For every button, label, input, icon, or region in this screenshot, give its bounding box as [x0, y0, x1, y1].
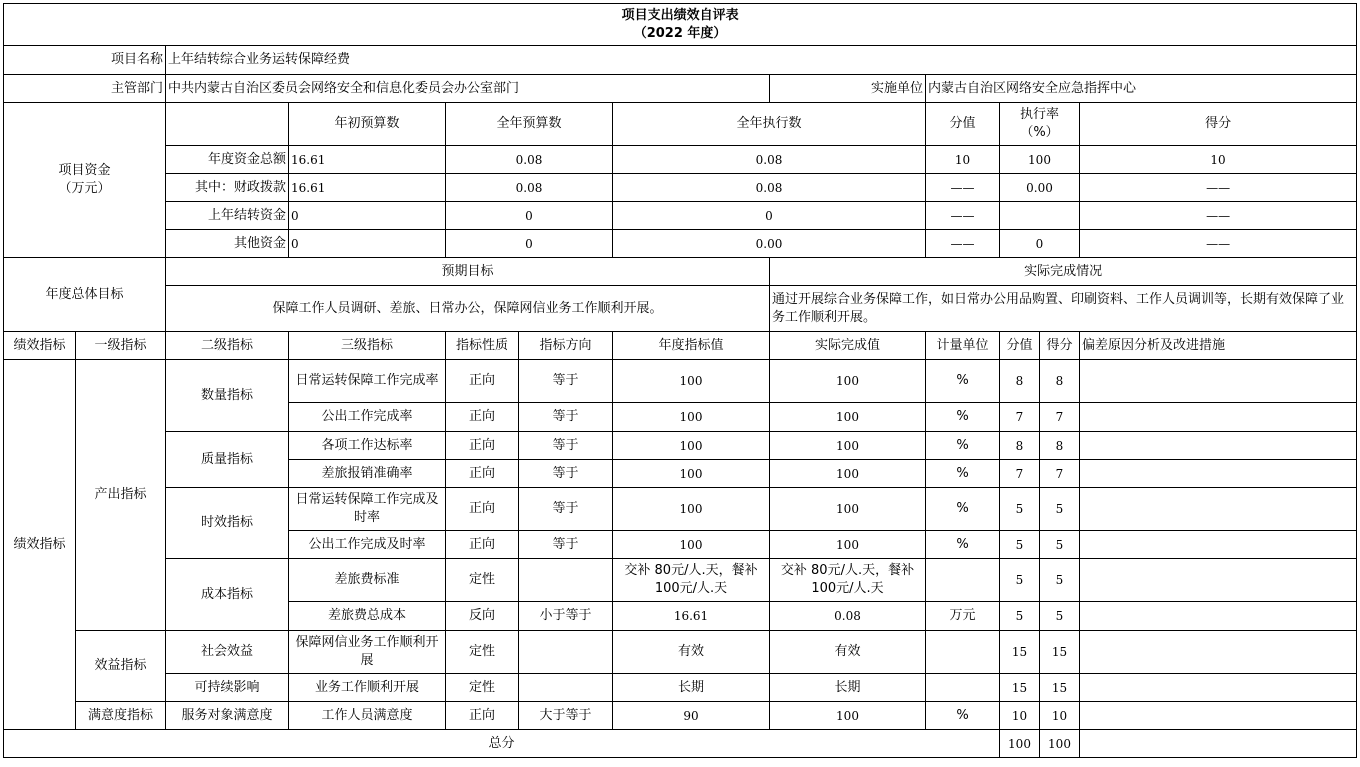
- indicator-name: 业务工作顺利开展: [289, 674, 446, 702]
- indicator-target: 90: [613, 702, 770, 730]
- indicator-note: [1080, 602, 1357, 631]
- indicator-value: 15: [1000, 631, 1040, 674]
- dept-label: 主管部门: [4, 75, 166, 103]
- funds-row-annual: 0: [446, 202, 613, 230]
- indicator-unit: [926, 674, 1000, 702]
- funds-row-score: ——: [1080, 230, 1357, 258]
- indicator-name: 各项工作达标率: [289, 432, 446, 460]
- exec-rate-line2: （%）: [1020, 125, 1059, 140]
- level2-quantity: 数量指标: [166, 360, 289, 432]
- indicator-nature: 正向: [446, 460, 519, 488]
- indicator-note: [1080, 559, 1357, 602]
- indicator-name: 日常运转保障工作完成率: [289, 360, 446, 403]
- indicator-score: 5: [1040, 531, 1080, 559]
- funds-row-initial: 0: [289, 202, 446, 230]
- indicator-unit: %: [926, 360, 1000, 403]
- indicator-note: [1080, 702, 1357, 730]
- indicator-nature: 反向: [446, 602, 519, 631]
- indicator-actual: 100: [770, 702, 926, 730]
- indicator-score: 15: [1040, 631, 1080, 674]
- indicator-unit: %: [926, 531, 1000, 559]
- dept-value: 中共内蒙古自治区委员会网络安全和信息化委员会办公室部门: [166, 75, 770, 103]
- level2-quality: 质量指标: [166, 432, 289, 488]
- level1-output: 产出指标: [76, 360, 166, 631]
- funds-row-executed: 0: [613, 202, 926, 230]
- indicator-unit: %: [926, 702, 1000, 730]
- funds-row-executed: 0.08: [613, 174, 926, 202]
- indicator-value: 5: [1000, 559, 1040, 602]
- indicator-target: 16.61: [613, 602, 770, 631]
- ind-header-level1: 一级指标: [76, 332, 166, 360]
- indicator-score: 8: [1040, 360, 1080, 403]
- indicator-nature: 正向: [446, 403, 519, 432]
- indicator-target: 100: [613, 488, 770, 531]
- indicator-target: 100: [613, 460, 770, 488]
- indicator-note: [1080, 432, 1357, 460]
- indicator-direction: 等于: [519, 488, 613, 531]
- ind-header-score: 得分: [1040, 332, 1080, 360]
- table-title: [4, 4, 1357, 46]
- indicator-unit: [926, 559, 1000, 602]
- indicator-actual: 100: [770, 460, 926, 488]
- indicator-score: 5: [1040, 602, 1080, 631]
- indicator-unit: %: [926, 403, 1000, 432]
- level2-timeliness: 时效指标: [166, 488, 289, 559]
- funds-header-exec-rate: [1000, 103, 1080, 146]
- indicator-score: 8: [1040, 432, 1080, 460]
- indicator-actual: 100: [770, 488, 926, 531]
- funds-row-annual: 0: [446, 230, 613, 258]
- indicator-value: 5: [1000, 488, 1040, 531]
- goal-actual-header: 实际完成情况: [770, 258, 1357, 286]
- indicator-value: 8: [1000, 432, 1040, 460]
- indicator-actual: 100: [770, 403, 926, 432]
- funds-row-name: 其他资金: [166, 230, 289, 258]
- indicator-score: 7: [1040, 403, 1080, 432]
- funds-row-executed: 0.00: [613, 230, 926, 258]
- indicator-name: 差旅费标准: [289, 559, 446, 602]
- indicator-name: 保障网信业务工作顺利开展: [289, 631, 446, 674]
- indicator-target: 100: [613, 531, 770, 559]
- ind-header-target: 年度指标值: [613, 332, 770, 360]
- funds-label-line2: （万元）: [58, 181, 111, 196]
- indicator-target: 100: [613, 360, 770, 403]
- indicator-actual: 长期: [770, 674, 926, 702]
- indicator-note: [1080, 403, 1357, 432]
- funds-row-initial: 16.61: [289, 174, 446, 202]
- level1-satisfaction: 满意度指标: [76, 702, 166, 730]
- indicator-value: 7: [1000, 403, 1040, 432]
- indicator-direction: [519, 631, 613, 674]
- level2-service: 服务对象满意度: [166, 702, 289, 730]
- indicator-direction: 大于等于: [519, 702, 613, 730]
- self-evaluation-table: [3, 3, 1357, 758]
- indicator-unit: 万元: [926, 602, 1000, 631]
- level2-social: 社会效益: [166, 631, 289, 674]
- funds-label: [4, 103, 166, 258]
- indicator-nature: 定性: [446, 559, 519, 602]
- indicator-note: [1080, 631, 1357, 674]
- ind-header-value: 分值: [1000, 332, 1040, 360]
- indicator-direction: 等于: [519, 432, 613, 460]
- indicator-value: 10: [1000, 702, 1040, 730]
- funds-header-score-value: 分值: [926, 103, 1000, 146]
- indicator-value: 5: [1000, 602, 1040, 631]
- funds-header-blank: [166, 103, 289, 146]
- funds-row-initial: 16.61: [289, 146, 446, 174]
- indicator-score: 7: [1040, 460, 1080, 488]
- indicator-direction: 等于: [519, 403, 613, 432]
- indicator-direction: [519, 559, 613, 602]
- indicator-actual: 0.08: [770, 602, 926, 631]
- indicator-nature: 正向: [446, 360, 519, 403]
- funds-row-executed: 0.08: [613, 146, 926, 174]
- indicator-nature: 定性: [446, 631, 519, 674]
- funds-row-score-value: ——: [926, 174, 1000, 202]
- project-name-label: 项目名称: [4, 46, 166, 75]
- funds-row-score-value: ——: [926, 230, 1000, 258]
- indicator-score: 15: [1040, 674, 1080, 702]
- funds-row-rate: 0: [1000, 230, 1080, 258]
- funds-row-annual: 0.08: [446, 146, 613, 174]
- indicator-direction: [519, 674, 613, 702]
- indicator-name: 差旅报销准确率: [289, 460, 446, 488]
- ind-header-unit: 计量单位: [926, 332, 1000, 360]
- indicator-name: 公出工作完成及时率: [289, 531, 446, 559]
- indicator-name: 日常运转保障工作完成及时率: [289, 488, 446, 531]
- ind-header-nature: 指标性质: [446, 332, 519, 360]
- indicator-nature: 正向: [446, 488, 519, 531]
- indicator-direction: 等于: [519, 460, 613, 488]
- level2-cost: 成本指标: [166, 559, 289, 631]
- indicator-nature: 正向: [446, 531, 519, 559]
- indicator-note: [1080, 531, 1357, 559]
- impl-value: 内蒙古自治区网络安全应急指挥中心: [926, 75, 1357, 103]
- funds-row-rate: 0.00: [1000, 174, 1080, 202]
- funds-row-rate: 100: [1000, 146, 1080, 174]
- goal-label: 年度总体目标: [4, 258, 166, 332]
- goal-actual-text: 通过开展综合业务保障工作，如日常办公用品购置、印刷资料、工作人员调训等，长期有效保障了业务工作顺利开展。: [770, 286, 1357, 332]
- ind-header-perf: 绩效指标: [4, 332, 76, 360]
- funds-row-rate: [1000, 202, 1080, 230]
- funds-row-name: 年度资金总额: [166, 146, 289, 174]
- total-value: 100: [1000, 730, 1040, 758]
- funds-row-name: 上年结转资金: [166, 202, 289, 230]
- indicator-note: [1080, 460, 1357, 488]
- goal-expected-header: 预期目标: [166, 258, 770, 286]
- indicator-score: 5: [1040, 559, 1080, 602]
- exec-rate-line1: 执行率: [1019, 107, 1059, 122]
- indicator-target: 100: [613, 403, 770, 432]
- funds-row-score: 10: [1080, 146, 1357, 174]
- perf-label: 绩效指标: [4, 360, 76, 730]
- funds-row-annual: 0.08: [446, 174, 613, 202]
- funds-header-executed: 全年执行数: [613, 103, 926, 146]
- indicator-note: [1080, 360, 1357, 403]
- indicator-target: 长期: [613, 674, 770, 702]
- indicator-nature: 定性: [446, 674, 519, 702]
- indicator-target: 有效: [613, 631, 770, 674]
- title-text: 项目支出绩效自评表: [621, 7, 739, 23]
- indicator-unit: %: [926, 460, 1000, 488]
- ind-header-level2: 二级指标: [166, 332, 289, 360]
- indicator-note: [1080, 488, 1357, 531]
- total-label: 总分: [4, 730, 1000, 758]
- level1-benefit: 效益指标: [76, 631, 166, 702]
- indicator-value: 8: [1000, 360, 1040, 403]
- total-note: [1080, 730, 1357, 758]
- funds-row-score: ——: [1080, 174, 1357, 202]
- indicator-direction: 等于: [519, 531, 613, 559]
- indicator-actual: 100: [770, 360, 926, 403]
- indicator-nature: 正向: [446, 702, 519, 730]
- project-name-value: 上年结转综合业务运转保障经费: [166, 46, 1357, 75]
- indicator-unit: %: [926, 488, 1000, 531]
- indicator-name: 差旅费总成本: [289, 602, 446, 631]
- funds-row-score: ——: [1080, 202, 1357, 230]
- funds-row-initial: 0: [289, 230, 446, 258]
- indicator-target: 交补 80元/人.天，餐补 100元/人.天: [613, 559, 770, 602]
- indicator-nature: 正向: [446, 432, 519, 460]
- indicator-name: 公出工作完成率: [289, 403, 446, 432]
- level2-sustain: 可持续影响: [166, 674, 289, 702]
- indicator-target: 100: [613, 432, 770, 460]
- indicator-unit: [926, 631, 1000, 674]
- funds-row-score-value: ——: [926, 202, 1000, 230]
- indicator-note: [1080, 674, 1357, 702]
- indicator-value: 7: [1000, 460, 1040, 488]
- indicator-score: 10: [1040, 702, 1080, 730]
- funds-header-annual: 全年预算数: [446, 103, 613, 146]
- indicator-name: 工作人员满意度: [289, 702, 446, 730]
- ind-header-level3: 三级指标: [289, 332, 446, 360]
- goal-expected-text: 保障工作人员调研、差旅、日常办公，保障网信业务工作顺利开展。: [166, 286, 770, 332]
- indicator-value: 15: [1000, 674, 1040, 702]
- indicator-direction: 等于: [519, 360, 613, 403]
- ind-header-note: 偏差原因分析及改进措施: [1080, 332, 1357, 360]
- ind-header-actual: 实际完成值: [770, 332, 926, 360]
- indicator-direction: 小于等于: [519, 602, 613, 631]
- indicator-score: 5: [1040, 488, 1080, 531]
- funds-header-initial: 年初预算数: [289, 103, 446, 146]
- indicator-actual: 100: [770, 432, 926, 460]
- indicator-actual: 交补 80元/人.天，餐补 100元/人.天: [770, 559, 926, 602]
- indicator-value: 5: [1000, 531, 1040, 559]
- funds-row-name: 其中：财政拨款: [166, 174, 289, 202]
- funds-row-score-value: 10: [926, 146, 1000, 174]
- indicator-actual: 100: [770, 531, 926, 559]
- funds-header-score: 得分: [1080, 103, 1357, 146]
- indicator-unit: %: [926, 432, 1000, 460]
- indicator-actual: 有效: [770, 631, 926, 674]
- ind-header-direction: 指标方向: [519, 332, 613, 360]
- subtitle-text: （2022 年度）: [633, 25, 727, 41]
- total-score: 100: [1040, 730, 1080, 758]
- impl-label: 实施单位: [770, 75, 926, 103]
- funds-label-line1: 项目资金: [58, 163, 111, 178]
